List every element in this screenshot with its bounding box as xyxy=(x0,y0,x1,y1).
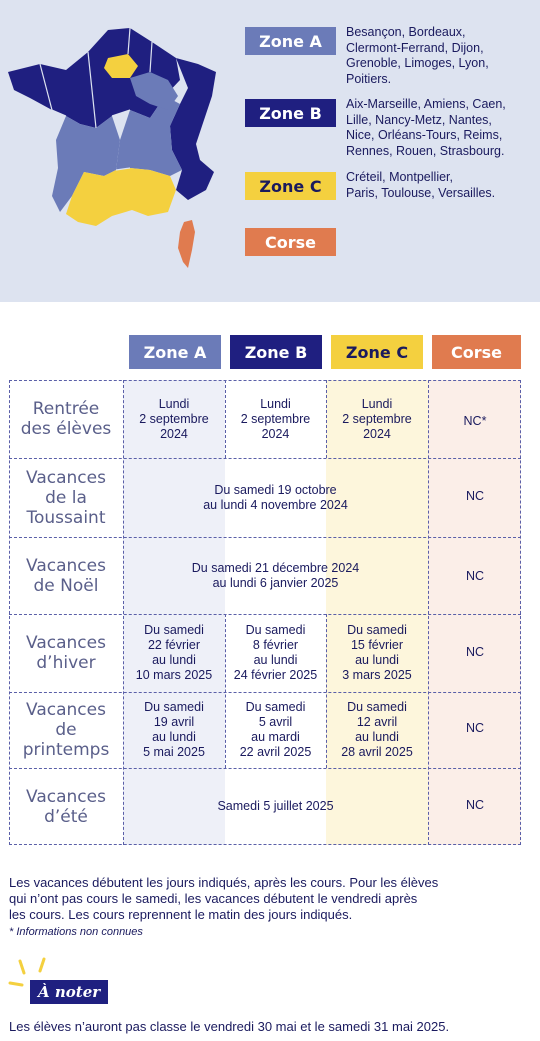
cell-hiver-zone-b: Du samedi 8 février au lundi 24 février 2025 xyxy=(233,623,318,682)
legend-badge-corse: Corse xyxy=(245,228,336,256)
map-region-zone-c-south xyxy=(66,168,176,226)
column-divider xyxy=(428,380,429,845)
footnote: * Informations non connues xyxy=(9,926,143,938)
row-label-hiver: Vacances d’hiver xyxy=(26,633,106,673)
cell-noel-corse: NC xyxy=(465,569,485,583)
legend-cities-zone-c: Créteil, Montpellier, Paris, Toulouse, Versailles. xyxy=(346,170,496,200)
cell-printemps-zone-a: Du samedi 19 avril au lundi 5 mai 2025 xyxy=(143,700,205,759)
cell-hiver-corse: NC xyxy=(465,645,485,659)
france-zones-map xyxy=(0,0,230,290)
legend-badge-zone-b: Zone B xyxy=(245,99,336,127)
legend-badge-zone-a: Zone A xyxy=(245,27,336,55)
cell-noel-all-zones: Du samedi 21 décembre 2024 au lundi 6 janvier 2025 xyxy=(191,560,360,590)
a-noter-badge: À noter xyxy=(30,980,108,1004)
cell-printemps-corse: NC xyxy=(465,721,485,735)
cell-toussaint-corse: NC xyxy=(465,489,485,503)
cell-rentree-zone-a: Lundi 2 septembre 2024 xyxy=(139,396,209,441)
legend-cities-zone-b: Aix-Marseille, Amiens, Caen, Lille, Nancy-Metz, Nantes, Nice, Orléans-Tours, Reims, Rennes, Rouen, Strasbourg. xyxy=(346,97,506,158)
row-label-toussaint: Vacances de la Toussaint xyxy=(26,467,106,528)
cell-ete-all-zones: Samedi 5 juillet 2025 xyxy=(217,799,334,813)
legend-cities-zone-a: Besançon, Bordeaux, Clermont-Ferrand, Dijon, Grenoble, Limoges, Lyon, Poitiers. xyxy=(346,25,489,86)
legend-badge-zone-c: Zone C xyxy=(245,172,336,200)
row-label-ete: Vacances d’été xyxy=(26,786,106,827)
row-label-printemps: Vacances de printemps xyxy=(22,700,110,760)
column-header-zone-c: Zone C xyxy=(331,335,423,369)
closure-days-note: Les élèves n’auront pas classe le vendredi 30 mai et le samedi 31 mai 2025. xyxy=(9,1019,450,1034)
cell-rentree-zone-c: Lundi 2 septembre 2024 xyxy=(342,396,412,441)
column-header-zone-a: Zone A xyxy=(129,335,221,369)
cell-printemps-zone-c: Du samedi 12 avril au lundi 28 avril 2025 xyxy=(341,700,413,759)
cell-rentree-zone-b: Lundi 2 septembre 2024 xyxy=(240,396,311,441)
column-header-corse: Corse xyxy=(432,335,521,369)
cell-hiver-zone-a: Du samedi 22 février au lundi 10 mars 2025 xyxy=(135,623,213,682)
holiday-rules-note: Les vacances débutent les jours indiqués, après les cours. Pour les élèves qui n’ont pas cours le samedi, les vacances débutent le vendredi après les cours. Les cours reprennent le matin des jours indiqués. xyxy=(9,875,439,922)
row-label-rentree: Rentrée des élèves xyxy=(20,399,112,439)
cell-printemps-zone-b: Du samedi 5 avril au mardi 22 avril 2025 xyxy=(239,700,312,759)
cell-toussaint-all-zones: Du samedi 19 octobre au lundi 4 novembre 2024 xyxy=(203,482,348,512)
cell-hiver-zone-c: Du samedi 15 février au lundi 3 mars 2025 xyxy=(342,623,412,682)
column-header-zone-b: Zone B xyxy=(230,335,322,369)
cell-ete-corse: NC xyxy=(465,798,485,812)
cell-rentree-corse: NC* xyxy=(463,414,487,428)
row-label-noel: Vacances de Noël xyxy=(26,555,106,596)
map-corse-island xyxy=(178,220,195,268)
